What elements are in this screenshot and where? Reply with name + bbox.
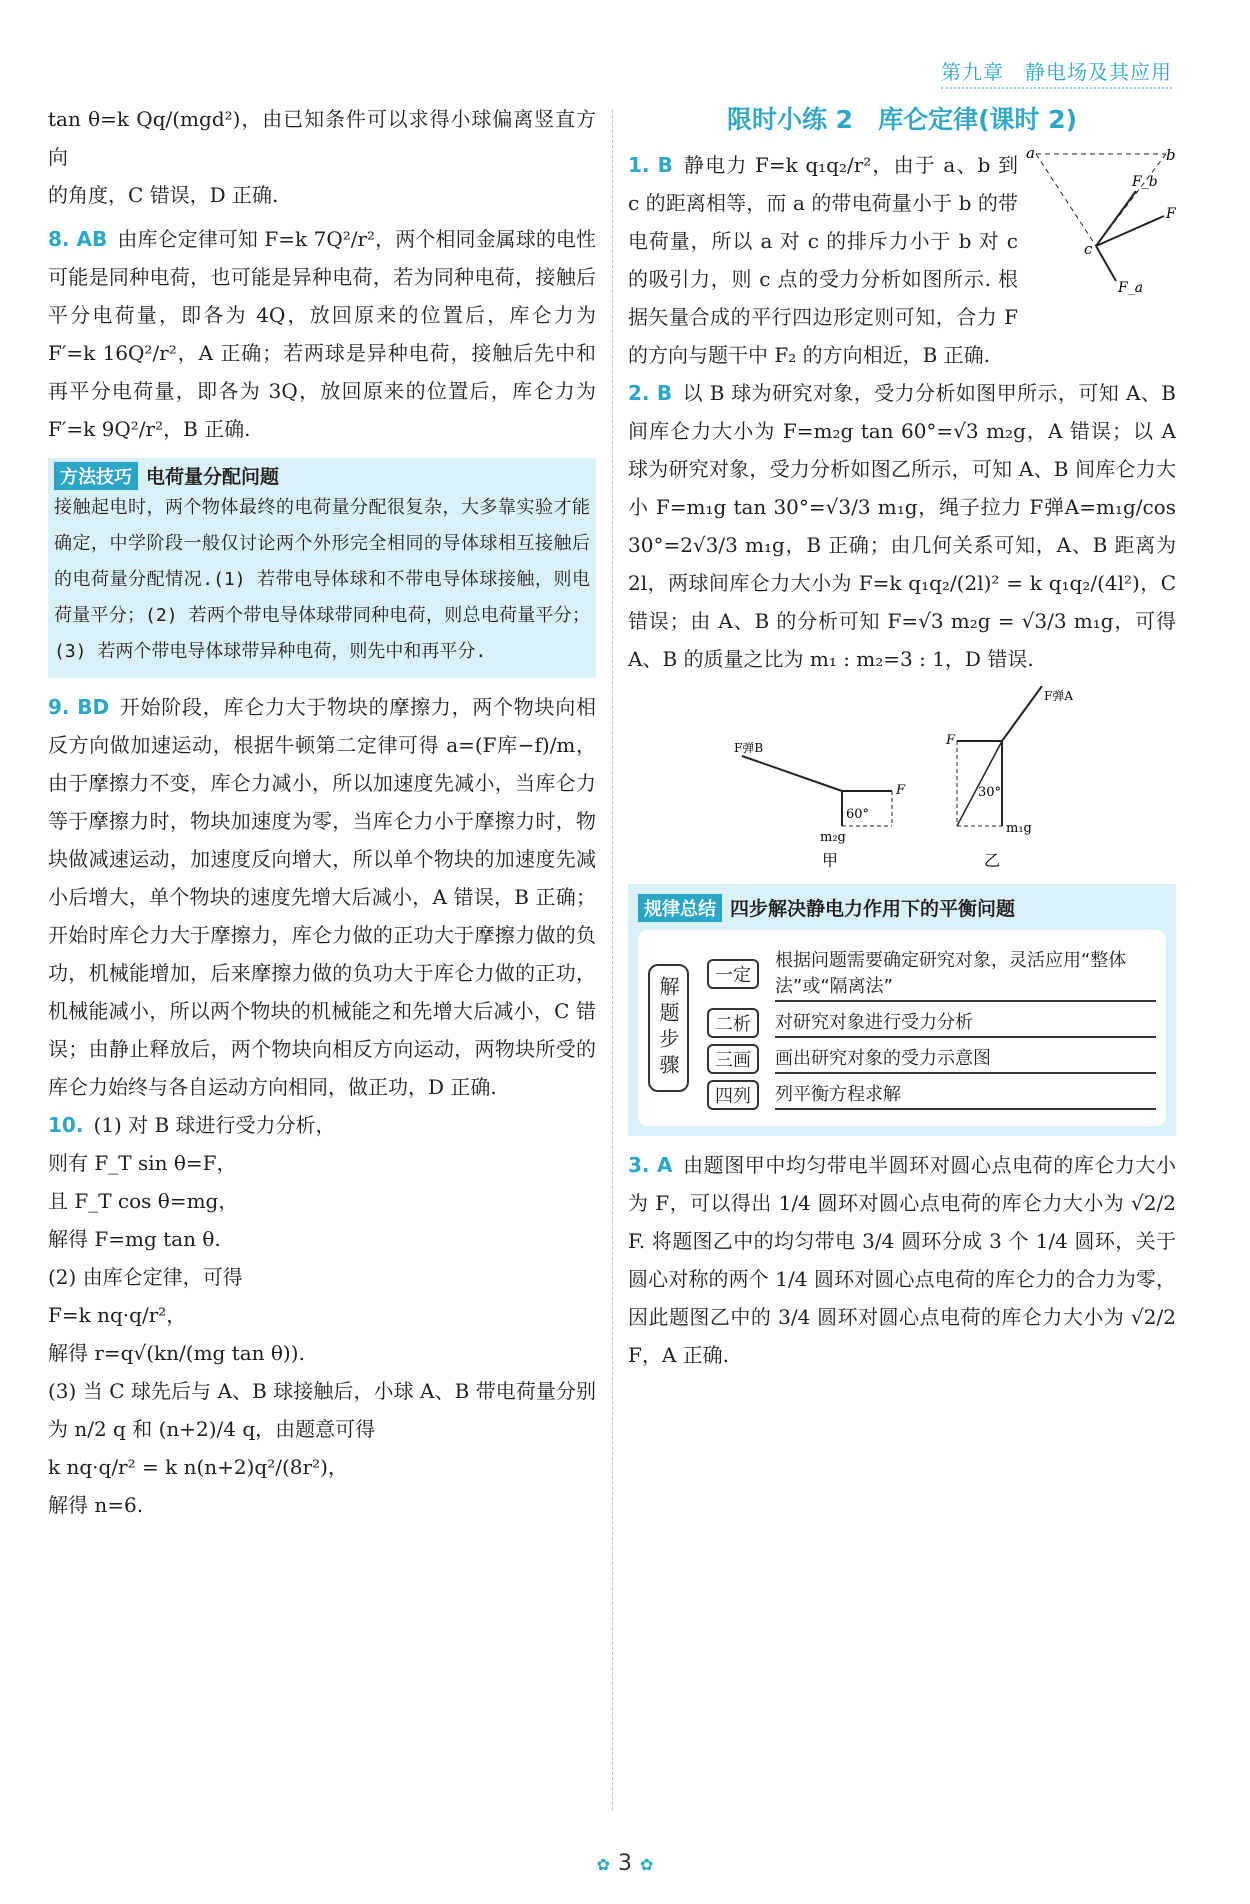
q9-text: 开始阶段，库仑力大于物块的摩擦力，两个物块向相反方向做加速运动，根据牛顿第二定律可得 a=(F库−f)/m，由于摩擦力不变，库仑力减小，所以加速度先减小，当库仑力等于摩擦力时，物块加速度为零，当库仑力小于摩擦力时，物块做减速运动，加速度反向增大，所以单个物块的加速度先减小后增大，单个物块的速度先增大后减小，A 错误，B 正确；开始时库仑力大于摩擦力，库仑力做的正功大于摩擦力做的负功，机械能增加，后来摩擦力做的负功大于库仑力做的正功，机械能减小，所以两个物块的机械能之和先增大后减小，C 错误；由静止释放后，两个物块向相反方向运动，两物块所受的库仑力始终与各自运动方向相同，做正功，D 正确.: [48, 695, 596, 1099]
label-yi: 乙: [984, 851, 1001, 870]
q2-number: 2. B: [628, 381, 673, 405]
q2-text: 以 B 球为研究对象，受力分析如图甲所示，可知 A、B 间库仑力大小为 F=m₂g tan 60°=√3 m₂g，A 错误；以 A 球为研究对象，受力分析如图乙所示，可知 A、B 间库仑力大小 F=m₁g tan 30°=√3/3 m₁g，绳子拉力 F弹A=m₁g/cos 30°=2√3/3 m₁g，B 正确；由几何关系可知，A、B 距离为 2l，两球间库仑力大小为 F=k q₁q₂/(2l)² = k q₁q₂/(4l²)，C 错误；由 A、B 的分析可知 F=√3 m₂g = √3/3 m₁g，可得 A、B 的质量之比为 m₁ : m₂=3 : 1，D 错误.: [628, 381, 1176, 671]
q1-number: 1. B: [628, 153, 673, 177]
q10-line-4: (2) 由库仑定律，可得: [48, 1265, 243, 1289]
q2-force-diagrams: [702, 686, 1102, 876]
label-30: 30°: [978, 785, 1002, 800]
label-FA: F弹A: [1044, 689, 1073, 703]
label-m1g: m₁g: [1006, 821, 1032, 836]
q10-line-3: 解得 F=mg tan θ.: [48, 1227, 221, 1251]
step-text: 列平衡方程求解: [775, 1080, 1156, 1110]
q7-tail-line2: 的角度，C 错误，D 正确.: [48, 183, 279, 207]
q1-text: 静电力 F=k q₁q₂/r²，由于 a、b 到 c 的距离相等，而 a 的带电荷量小于 b 的带电荷量，所以 a 对 c 的排斥力小于 b 对 c 的吸引力，则 c 点的受力分析如图所示. 根据矢量合成的平行四边形定则可知，合力 F 的方向与题干中 F₂ 的方向相近，B 正确.: [628, 153, 1018, 367]
step-key: 一定: [707, 959, 759, 989]
label-a: a: [1026, 146, 1035, 162]
label-FB: F弹B: [734, 741, 764, 755]
step-item: [707, 1008, 1156, 1038]
label-c: c: [1084, 240, 1093, 258]
step-key: 二析: [707, 1008, 759, 1038]
step-key: 三画: [707, 1044, 759, 1074]
footer-left-ornament: ✿: [596, 1855, 610, 1874]
q10-line-2: 且 F_T cos θ=mg，: [48, 1189, 239, 1213]
label-60: 60°: [846, 807, 870, 822]
tip-tag: 方法技巧: [54, 462, 138, 490]
q1-force-diagram: [1026, 146, 1176, 296]
q10-line-7: (3) 当 C 球先后与 A、B 球接触后，小球 A、B 带电荷量分别为 n/2 q 和 (n+2)/4 q，由题意可得: [48, 1379, 596, 1441]
right-column: [628, 100, 1176, 1374]
q9-number: 9. BD: [48, 695, 110, 719]
label-F-yi: F: [946, 733, 956, 748]
step-item: [707, 1080, 1156, 1110]
label-F: F: [1166, 206, 1176, 222]
steps-diagram: [638, 930, 1166, 1126]
rule-tag: 规律总结: [638, 894, 722, 922]
step-text: 画出研究对象的受力示意图: [775, 1044, 1156, 1074]
label-F-jia: F: [896, 783, 906, 798]
q10-number: 10.: [48, 1113, 84, 1137]
q2-answer: [628, 374, 1176, 678]
step-text: 对研究对象进行受力分析: [775, 1008, 1156, 1038]
q7-tail-line1: tan θ=k Qq/(mgd²)，由已知条件可以求得小球偏离竖直方向: [48, 107, 596, 169]
q10-line-1: 则有 F_T sin θ=F，: [48, 1151, 237, 1175]
column-divider: [612, 110, 613, 1810]
q8-number: 8. AB: [48, 227, 108, 251]
label-Fb: F_b: [1132, 174, 1158, 190]
footer-right-ornament: ✿: [640, 1855, 654, 1874]
chapter-header: 第九章 静电场及其应用: [941, 56, 1172, 89]
label-m2g: m₂g: [820, 830, 846, 845]
q10-text-0: (1) 对 B 球进行受力分析，: [93, 1113, 336, 1137]
section-title: 限时小练 2 库仑定律(课时 2): [726, 105, 1078, 134]
step-list: [707, 940, 1156, 1116]
q10-line-5: F=k nq·q/r²，: [48, 1303, 187, 1327]
q10-line-6: 解得 r=q√(kn/(mg tan θ)).: [48, 1341, 305, 1365]
method-tip-box: [48, 458, 596, 678]
label-b: b: [1166, 146, 1176, 164]
tip-title: 电荷量分配问题: [146, 466, 280, 488]
q3-answer: [628, 1146, 1176, 1374]
step-text: 根据问题需要确定研究对象，灵活应用“整体法”或“隔离法”: [775, 946, 1156, 1002]
rule-title: 四步解决静电力作用下的平衡问题: [730, 898, 1016, 920]
label-Fa: F_a: [1118, 280, 1144, 296]
left-column: [48, 100, 596, 1524]
step-key: 四列: [707, 1080, 759, 1110]
steps-root: 解题步骤: [648, 964, 689, 1092]
q8-answer: [48, 220, 596, 448]
rule-summary-box: [628, 884, 1176, 1136]
q10-line-0: [48, 1106, 596, 1144]
step-item: [707, 1044, 1156, 1074]
q1-block: [628, 146, 1176, 374]
page-number: 3: [618, 1851, 632, 1876]
q3-number: 3. A: [628, 1153, 673, 1177]
q10-line-9: 解得 n=6.: [48, 1493, 144, 1517]
q3-text: 由题图甲中均匀带电半圆环对圆心点电荷的库仑力大小为 F，可以得出 1/4 圆环对圆心点电荷的库仑力大小为 √2/2 F. 将题图乙中的均匀带电 3/4 圆环分成 3 个 1/4 圆环，关于圆心对称的两个 1/4 圆环对圆心点电荷的库仑力的合力为零，因此题图乙中的 3/4 圆环对圆心点电荷的库仑力大小为 √2/2 F，A 正确.: [628, 1153, 1177, 1367]
step-item: [707, 946, 1156, 1002]
page-footer: [0, 1851, 1250, 1876]
q10-line-8: k nq·q/r² = k n(n+2)q²/(8r²)，: [48, 1455, 348, 1479]
q8-text: 由库仑定律可知 F=k 7Q²/r²，两个相同金属球的电性可能是同种电荷，也可能是异种电荷，若为同种电荷，接触后平分电荷量，即各为 4Q，放回原来的位置后，库仑力为 F′=k 16Q²/r²，A 正确；若两球是异种电荷，接触后先中和再平分电荷量，即各为 3Q，放回原来的位置后，库仑力为 F′=k 9Q²/r²，B 正确.: [48, 227, 596, 441]
q9-answer: [48, 688, 596, 1106]
label-jia: 甲: [822, 851, 839, 870]
tip-text: 接触起电时，两个物体最终的电荷量分配很复杂，大多靠实验才能确定，中学阶段一般仅讨论两个外形完全相同的导体球相互接触后的电荷量分配情况.(1) 若带电导体球和不带电导体球接触，则电荷量平分；(2) 若两个带电导体球带同种电荷，则总电荷量平分；(3) 若两个带电导体球带异种电荷，则先中和再平分.: [54, 497, 590, 662]
